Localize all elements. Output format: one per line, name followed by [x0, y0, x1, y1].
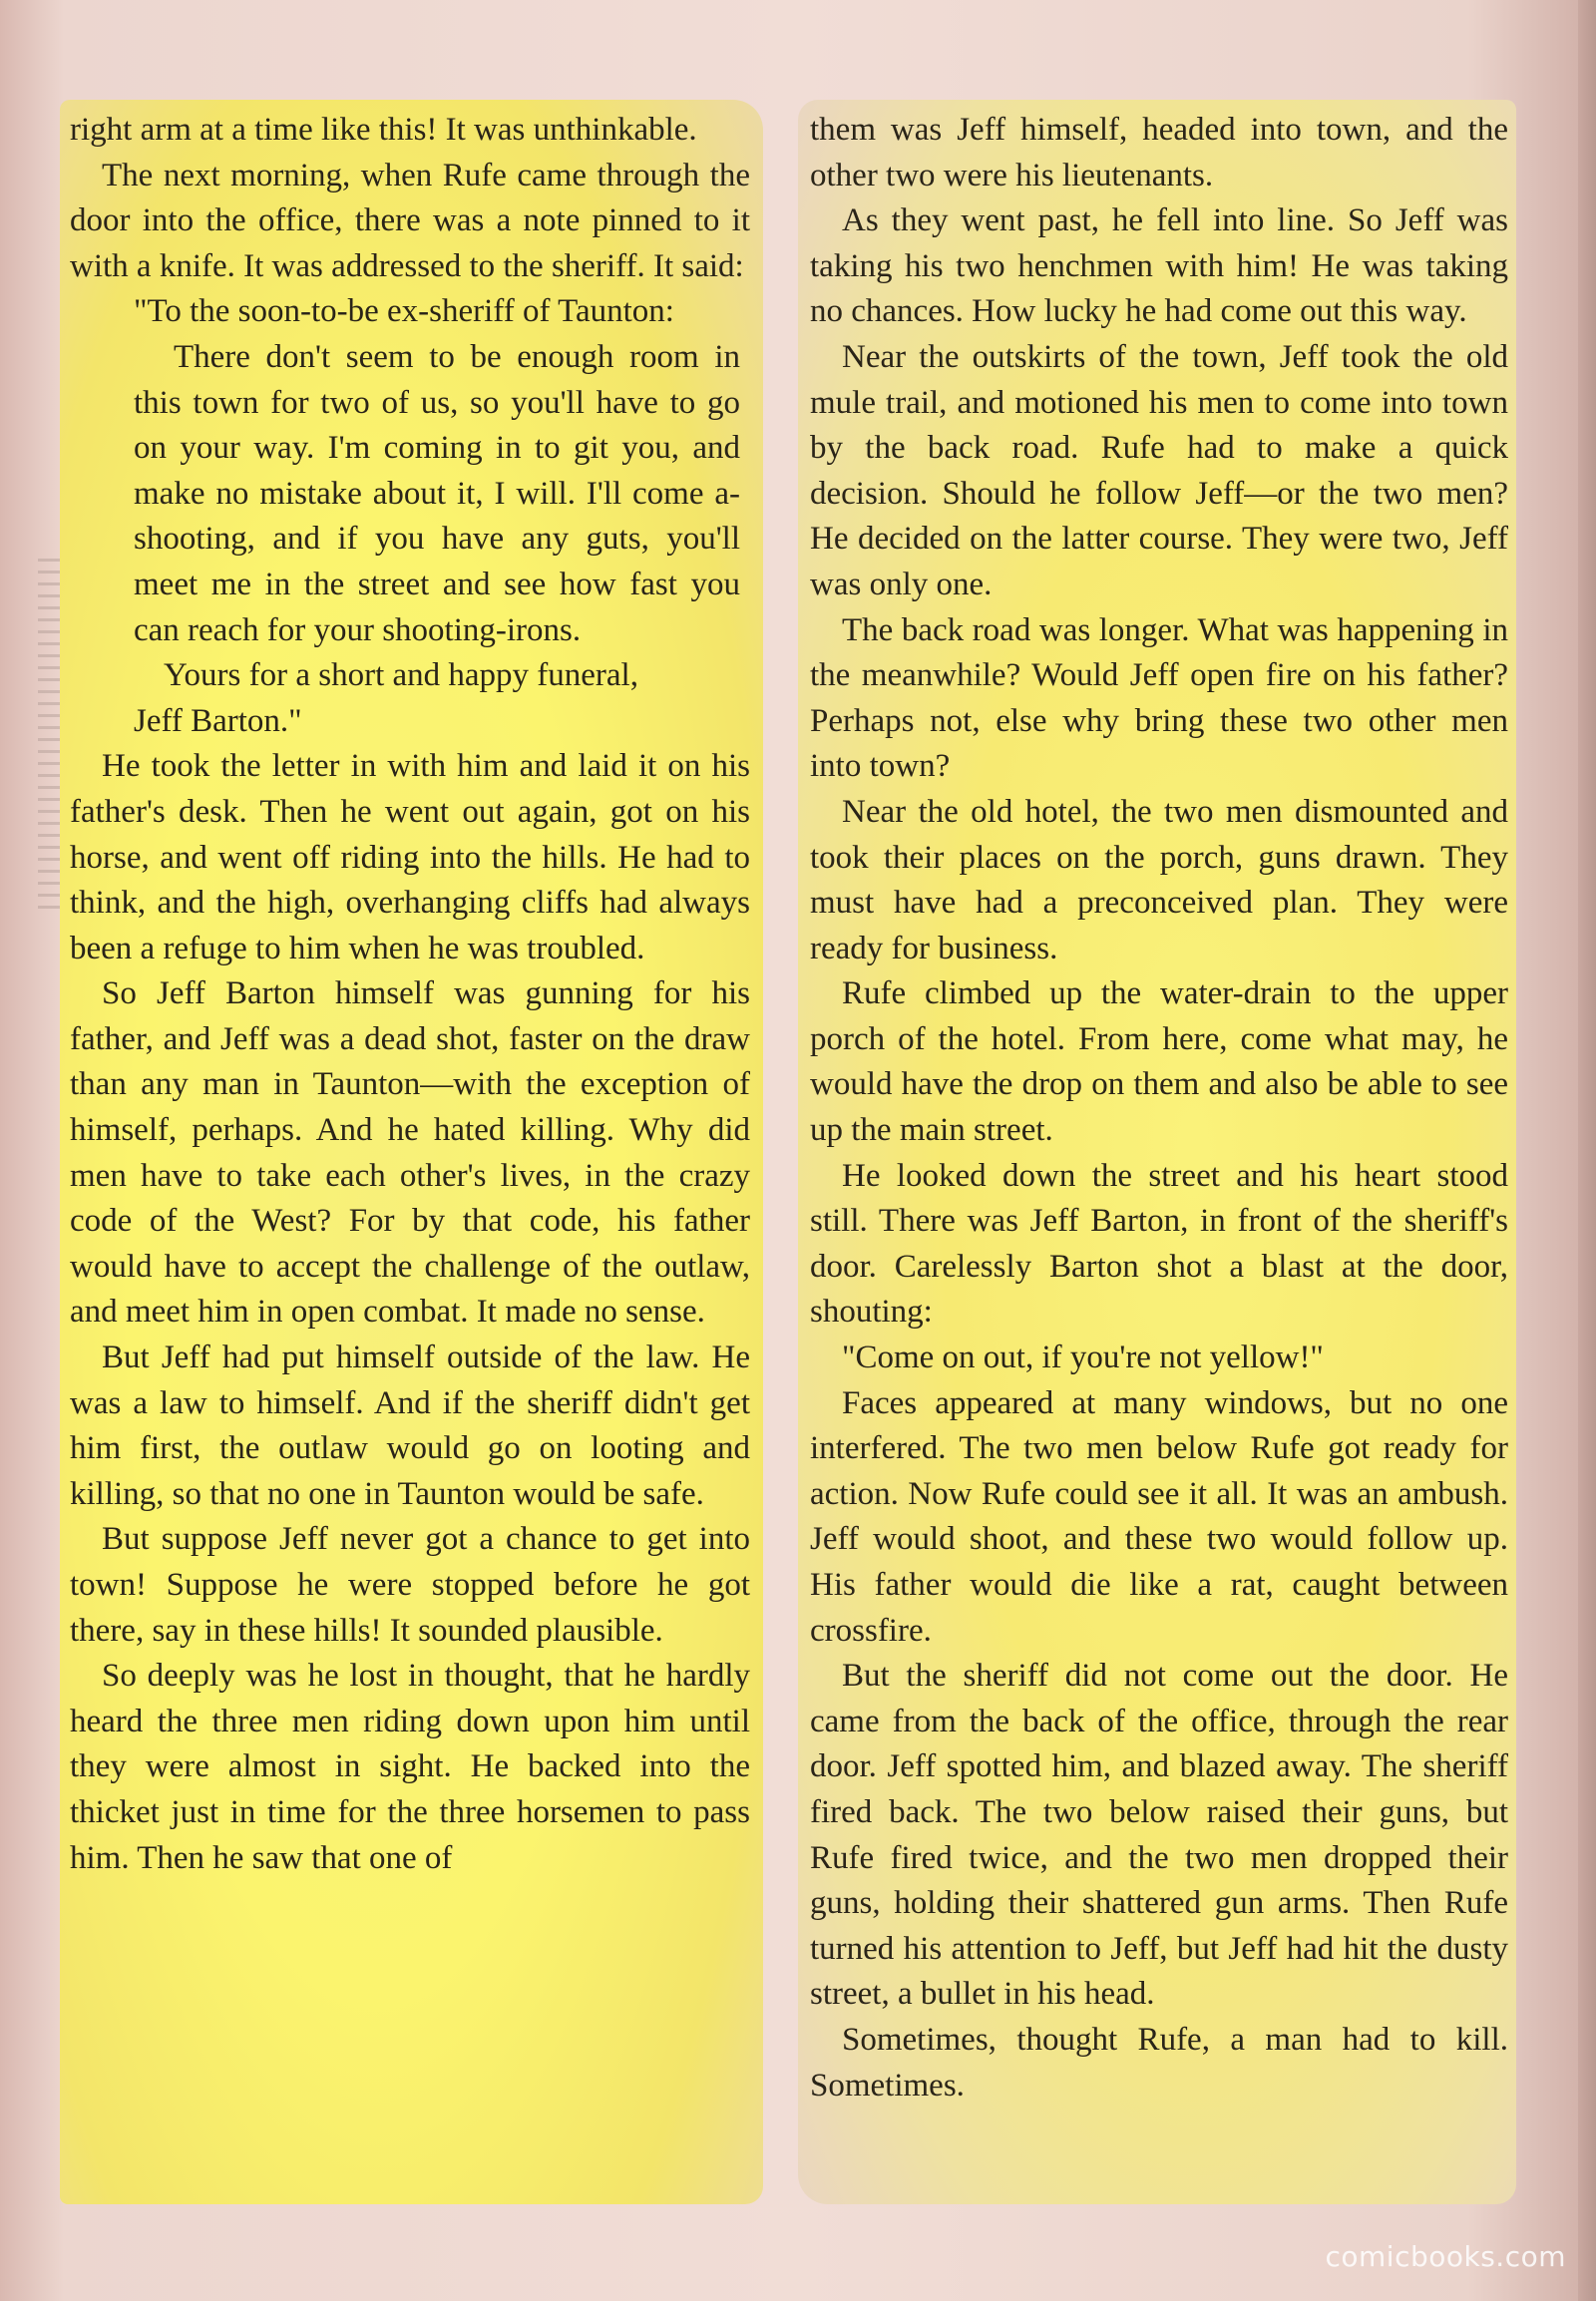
left-text-column — [70, 108, 750, 1881]
paragraph: So deeply was he lost in thought, that he hardly heard the three men riding down upon him until they were almost in sight. He backed into the thicket just in time for the three horsemen to pass him. Then he saw that one of — [70, 1658, 750, 1876]
watermark: comicbooks.com — [1325, 2240, 1566, 2273]
paragraph: Near the outskirts of the town, Jeff took the old mule trail, and motioned his men to come into town by the back road. Rufe had to make a quick decision. Should he follow Jeff—or the two men? He decided on the latter course. They were two, Jeff was only one. — [810, 338, 1508, 602]
paragraph: them was Jeff himself, headed into town, and the other two were his lieutenants. — [810, 112, 1508, 193]
paragraph: But Jeff had put himself outside of the law. He was a law to himself. And if the sheriff didn't get him first, the outlaw would go on looting and killing, so that no one in Taunton would be safe. — [70, 1340, 750, 1512]
page-edge — [1578, 0, 1596, 2301]
paragraph: He looked down the street and his heart stood still. There was Jeff Barton, in front of the sheriff's door. Carelessly Barton shot a blast at the door, shouting: — [810, 1157, 1508, 1331]
paragraph: The back road was longer. What was happening in the meanwhile? Would Jeff open fire on his father? Perhaps not, else why bring these two other men into town? — [810, 611, 1508, 785]
paragraph: "Come on out, if you're not yellow!" — [842, 1340, 1324, 1376]
paragraph: So Jeff Barton himself was gunning for his father, and Jeff was a dead shot, faster on the draw than any man in Taunton—with the exception of himself, perhaps. And he hated killing. Why did men have to take each other's lives, in the crazy code of the West? For by that code, his father would have to accept the challenge of the outlaw, and meet him in open combat. It made no sense. — [70, 975, 750, 1331]
right-text-column — [810, 108, 1508, 2109]
letter-salutation: "To the soon-to-be ex-sheriff of Taunton: — [134, 293, 674, 330]
letter-signoff: Yours for a short and happy funeral, — [164, 657, 638, 694]
note-letter — [70, 289, 750, 744]
paragraph: right arm at a time like this! It was unthinkable. — [70, 112, 697, 148]
paragraph: But suppose Jeff never got a chance to get into town! Suppose he were stopped before he got there, say in these hills! It sounded plausible. — [70, 1521, 750, 1649]
paragraph: The next morning, when Rufe came through the door into the office, there was a note pinned to it with a knife. It was addressed to the sheriff. It said: — [70, 157, 750, 284]
paragraph: Near the old hotel, the two men dismounted and took their places on the porch, guns drawn. They must have had a preconceived plan. They were ready for business. — [810, 793, 1508, 966]
letter-body: There don't seem to be enough room in this town for two of us, so you'll have to go on your way. I'm coming in to git you, and make no mistake about it, I will. I'll come a-shooting, and if you have any guts, you'll meet me in the street and see how fast you can reach for your shooting-irons. — [134, 338, 740, 648]
paragraph: He took the letter in with him and laid it on his father's desk. Then he went out again, got on his horse, and went off riding into the hills. He had to think, and the high, overhanging cliffs had always been a refuge to him when he was troubled. — [70, 748, 750, 966]
paragraph: But the sheriff did not come out the door. He came from the back of the office, through the rear door. Jeff spotted him, and blazed away. The sheriff fired back. The two below raised their guns, but Rufe fired twice, and the two men dropped their guns, holding their shattered gun arms. Then Rufe turned his attention to Jeff, but Jeff had hit the dusty street, a bullet in his head. — [810, 1658, 1508, 2013]
paragraph: As they went past, he fell into line. So Jeff was taking his two henchmen with him! He was taking no chances. How lucky he had come out this way. — [810, 202, 1508, 330]
letter-signature: Jeff Barton." — [134, 702, 302, 739]
paragraph: Rufe climbed up the water-drain to the upper porch of the hotel. From here, come what may, he would have the drop on them and also be able to see up the main street. — [810, 975, 1508, 1149]
paragraph: Faces appeared at many windows, but no one interfered. The two men below Rufe got ready for action. Now Rufe could see it all. It was an ambush. Jeff would shoot, and these two would follow up. His father would die like a rat, caught between crossfire. — [810, 1384, 1508, 1649]
paragraph: Sometimes, thought Rufe, a man had to kill. Sometimes. — [810, 2021, 1508, 2104]
